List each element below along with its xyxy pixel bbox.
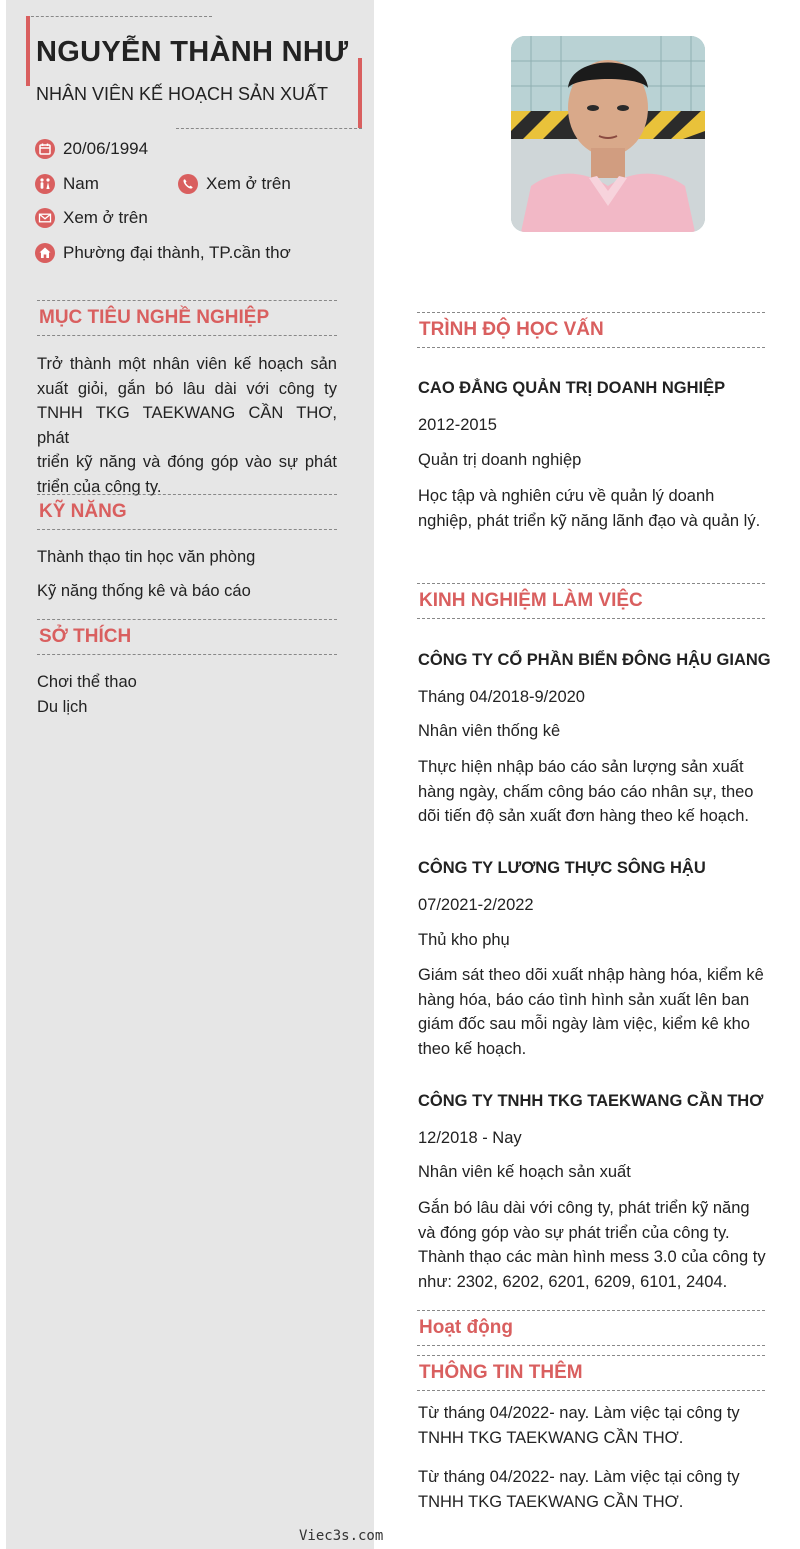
sidebar [6, 0, 374, 1549]
job-description: Thực hiện nhập báo cáo sản lượng sản xuất hàng ngày, chấm công báo cáo nhân sự, theo dõi tiến độ sản xuất đơn hàng theo kế hoạch. [418, 758, 754, 826]
job-description: Giám sát theo dõi xuất nhập hàng hóa, kiểm kê hàng hóa, báo cáo tình hình sản xuất lên ban giám đốc sau mỗi ngày làm việc, kiểm kê kho theo kế hoạch. [418, 966, 764, 1058]
accent-bar [358, 58, 362, 128]
name-block [26, 16, 362, 129]
gender-icon [35, 174, 55, 194]
job-company: CÔNG TY TNHH TKG TAEKWANG CẦN THƠ [418, 1092, 764, 1110]
contact-phone [178, 174, 291, 194]
education-description: Học tập và nghiên cứu về quản lý doanh nghiệp, phát triển kỹ năng lãnh đạo và quản lý. [418, 487, 761, 530]
address-text: Phường đại thành, TP.cần thơ [63, 243, 291, 262]
contact-address [35, 243, 291, 263]
objective-line: triển của công ty. [37, 477, 162, 496]
job-period: Tháng 04/2018-9/2020 [418, 688, 585, 706]
gender-text: Nam [63, 174, 99, 193]
email-icon [35, 208, 55, 228]
contact-email [35, 208, 148, 228]
additional-item: Từ tháng 04/2022- nay. Làm việc tại công ty TNHH TKG TAEKWANG CẦN THƠ. [418, 1468, 740, 1511]
job-company: CÔNG TY LƯƠNG THỰC SÔNG HẬU [418, 859, 706, 877]
job-position: Nhân viên kế hoạch sản xuất [418, 1163, 631, 1181]
accent-bar [26, 16, 30, 86]
experience-heading: KINH NGHIỆM LÀM VIỆC [417, 583, 765, 619]
job-period: 12/2018 - Nay [418, 1129, 522, 1147]
hobby-item: Du lịch [37, 698, 88, 716]
skill-item: Kỹ năng thống kê và báo cáo [37, 582, 251, 600]
additional-heading: THÔNG TIN THÊM [417, 1355, 765, 1391]
main-content [374, 0, 800, 1549]
email-text: Xem ở trên [63, 208, 148, 227]
home-icon [35, 243, 55, 263]
job-position: Thủ kho phụ [418, 931, 510, 949]
education-major: Quản trị doanh nghiệp [418, 451, 582, 469]
education-heading: TRÌNH ĐỘ HỌC VẤN [417, 312, 765, 348]
contact-birthday [35, 139, 148, 159]
brand-watermark: Viec3s.com [299, 1528, 384, 1544]
divider [176, 128, 362, 129]
objective-line: xuất giỏi, gắn bó lâu dài với công ty [37, 379, 337, 398]
candidate-name: NGUYỄN THÀNH NHƯ [36, 36, 349, 68]
job-position: Nhân viên thống kê [418, 722, 561, 740]
skills-heading: KỸ NĂNG [37, 494, 337, 530]
objective-line: Trở thành một nhân viên kế hoạch sản [37, 355, 337, 373]
phone-icon [178, 174, 198, 194]
candidate-job-title: NHÂN VIÊN KẾ HOẠCH SẢN XUẤT [36, 84, 329, 104]
objective-line: TNHH TKG TAEKWANG CẦN THƠ, phát [37, 404, 337, 447]
education-period: 2012-2015 [418, 416, 497, 434]
calendar-icon [35, 139, 55, 159]
education-school: CAO ĐẲNG QUẢN TRỊ DOANH NGHIỆP [418, 379, 726, 397]
skill-item: Thành thạo tin học văn phòng [37, 548, 256, 566]
objective-heading: MỤC TIÊU NGHỀ NGHIỆP [37, 300, 337, 336]
hobby-item: Chơi thể thao [37, 673, 137, 691]
birthday-text: 20/06/1994 [63, 139, 149, 158]
job-period: 07/2021-2/2022 [418, 896, 534, 914]
divider [26, 16, 212, 17]
profile-photo [511, 36, 705, 232]
objective-text [37, 352, 337, 500]
job-company: CÔNG TY CỔ PHẦN BIỂN ĐÔNG HẬU GIANG [418, 651, 771, 669]
phone-text: Xem ở trên [206, 174, 291, 193]
activities-heading: Hoạt động [417, 1310, 765, 1346]
hobbies-heading: SỞ THÍCH [37, 619, 337, 655]
objective-line: triển kỹ năng và đóng góp vào sự phát [37, 453, 337, 472]
job-description: Gắn bó lâu dài với công ty, phát triển kỹ năng và đóng góp vào sự phát triển của công ty. Thành thạo các màn hình mess 3.0 của công ty như: 2302, 6202, 6201, 6209, 6101, 2404. [418, 1199, 766, 1291]
contact-gender [35, 174, 99, 194]
additional-item: Từ tháng 04/2022- nay. Làm việc tại công ty TNHH TKG TAEKWANG CẦN THƠ. [418, 1404, 740, 1447]
